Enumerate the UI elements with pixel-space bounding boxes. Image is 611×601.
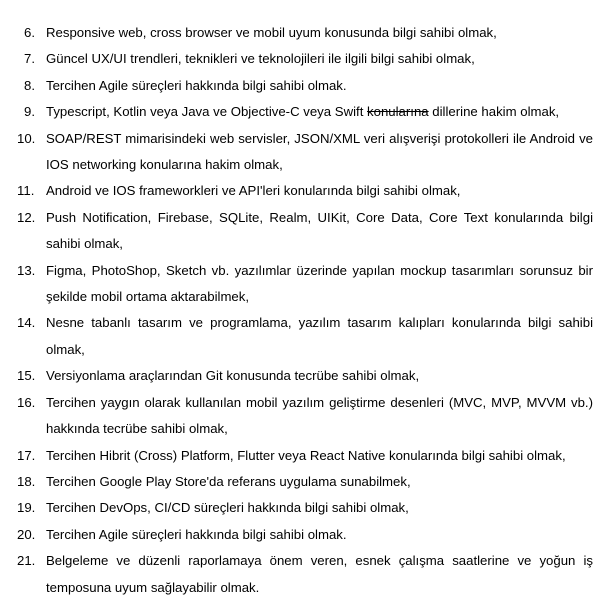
list-item (0, 469, 611, 495)
item-number: 9. (24, 104, 35, 120)
item-text: Responsive web, cross browser ve mobil uyum konusunda bilgi sahibi olmak, (46, 25, 497, 40)
item-text: Versiyonlama araçlarından Git konusunda tecrübe sahibi olmak, (46, 368, 420, 384)
item-number: 18. (17, 473, 36, 489)
item-text-end: dillerine hakim olmak, (428, 104, 560, 120)
item-number: 11. (17, 183, 35, 199)
list-item (0, 390, 611, 443)
item-text: Güncel UX/UI trendleri, teknikleri ve teknolojileri ile ilgili bilgi sahibi olmak, (46, 51, 475, 67)
item-number: 15. (17, 368, 36, 384)
item-number: 8. (24, 77, 35, 93)
item-text: Figma, PhotoShop, Sketch vb. yazılımlar üzerinde yapılan mockup tasarımları sorunsuz bir şekilde mobil ortama aktarabilmek, (46, 262, 593, 305)
list-item (0, 99, 611, 125)
item-text: Nesne tabanlı tasarım ve programlama, yazılım tasarım kalıpları konularında bilgi sahibi olmak, (46, 315, 593, 357)
item-text: Tercihen DevOps, CI/CD süreçleri hakkında bilgi sahibi olmak, (46, 500, 409, 516)
list-item (0, 205, 611, 258)
item-text: Android ve IOS frameworkleri ve API'leri konularında bilgi sahibi olmak, (46, 183, 461, 199)
list-item (0, 363, 611, 389)
item-number: 13. (17, 262, 36, 278)
item-number: 14. (17, 315, 36, 331)
item-text: SOAP/REST mimarisindeki web servisler, JSON/XML veri alışverişi protokolleri ile Android ve IOS networking konularına hakim olmak, (46, 130, 593, 173)
item-text: Tercihen yaygın olarak kullanılan mobil yazılım geliştirme desenleri (MVC, MVP, MVVM vb.) hakkında tecrübe sahibi olmak, (46, 394, 593, 437)
item-text: Tercihen Hibrit (Cross) Platform, Flutter veya React Native konularında bilgi sahibi olmak, (46, 447, 566, 463)
item-number: 7. (24, 51, 35, 67)
list-item (0, 258, 611, 311)
item-number: 16. (17, 394, 36, 410)
item-number: 17. (17, 447, 36, 463)
item-number: 6. (24, 25, 35, 40)
item-number: 10. (17, 130, 36, 146)
struck-word: konularına (367, 104, 429, 120)
list-item (0, 495, 611, 521)
item-text: Tercihen Google Play Store'da referans uygulama sunabilmek, (46, 473, 411, 489)
item-text (46, 99, 593, 125)
item-number: 20. (17, 526, 36, 542)
item-number: 19. (17, 500, 36, 516)
item-number: 21. (17, 553, 36, 569)
item-text: Push Notification, Firebase, SQLite, Realm, UIKit, Core Data, Core Text konularında bilgi sahibi olmak, (46, 209, 593, 252)
list-item (0, 178, 611, 204)
item-text-start: Typescript, Kotlin veya Java ve Objective-C veya Swift (46, 104, 368, 120)
list-item (0, 126, 611, 179)
list-item (0, 20, 611, 46)
item-text: Belgeleme ve düzenli raporlamaya önem veren, esnek çalışma saatlerine ve yoğun iş temposuna uyum sağlayabilir olmak. (46, 553, 593, 595)
item-text: Tercihen Agile süreçleri hakkında bilgi sahibi olmak. (46, 77, 347, 93)
list-item (0, 443, 611, 469)
list-item (0, 548, 611, 601)
list-item (0, 46, 611, 72)
item-text: Tercihen Agile süreçleri hakkında bilgi sahibi olmak. (46, 526, 347, 542)
item-number: 12. (17, 209, 36, 225)
list-item (0, 73, 611, 99)
list-item (0, 522, 611, 548)
list-item (0, 310, 611, 363)
